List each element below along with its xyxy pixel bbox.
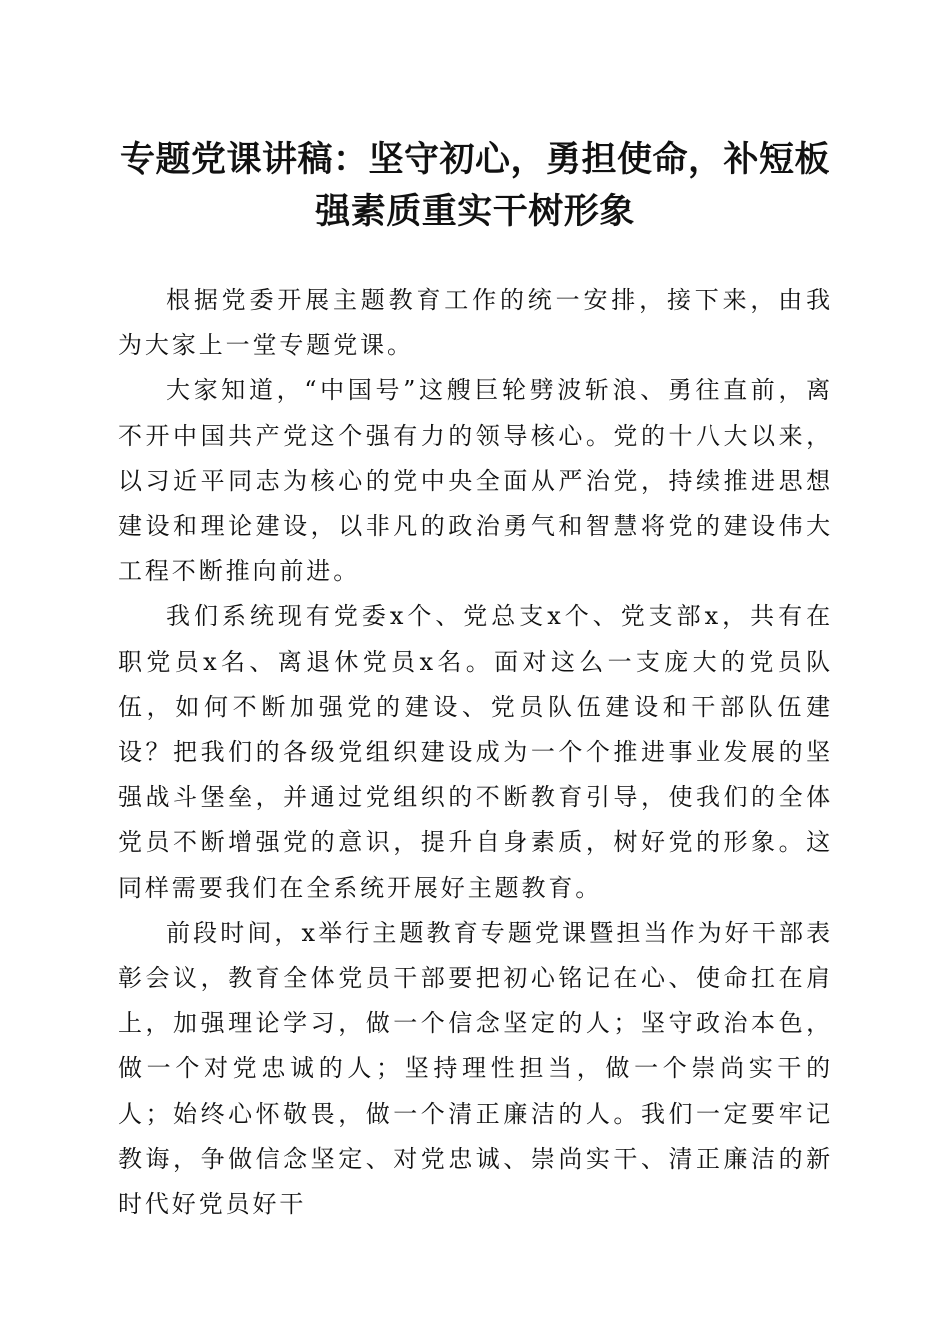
paragraph-1: 根据党委开展主题教育工作的统一安排，接下来，由我为大家上一堂专题党课。 — [118, 286, 833, 360]
title-line-2: 强素质重实干树形象 — [315, 191, 635, 232]
title-line-1: 专题党课讲稿：坚守初心，勇担使命，补短板 — [119, 139, 830, 180]
document-title — [100, 134, 850, 238]
paragraph-2: 大家知道，“中国号”这艘巨轮劈波斩浪、勇往直前，离不开中国共产党这个强有力的领导核心。党的十八大以来，以习近平同志为核心的党中央全面从严治党，持续推进思想建设和理论建设，以非凡的政治勇气和智慧将党的建设伟大工程不断推向前进。 — [118, 376, 833, 586]
document-body — [118, 278, 833, 1227]
paragraph-4: 前段时间，x举行主题教育专题党课暨担当作为好干部表彰会议，教育全体党员干部要把初心铭记在心、使命扛在肩上，加强理论学习，做一个信念坚定的人；坚守政治本色，做一个对党忠诚的人；坚持理性担当，做一个崇尚实干的人；始终心怀敬畏，做一个清正廉洁的人。我们一定要牢记教诲，争做信念坚定、对党忠诚、崇尚实干、清正廉洁的新时代好党员好干 — [118, 918, 833, 1219]
paragraph-3: 我们系统现有党委x个、党总支x个、党支部x，共有在职党员x名、离退休党员x名。面对这么一支庞大的党员队伍，如何不断加强党的建设、党员队伍建设和干部队伍建设？把我们的各级党组织建设成为一个个推进事业发展的坚强战斗堡垒，并通过党组织的不断教育引导，使我们的全体党员不断增强党的意识，提升自身素质，树好党的形象。这同样需要我们在全系统开展好主题教育。 — [118, 602, 833, 902]
